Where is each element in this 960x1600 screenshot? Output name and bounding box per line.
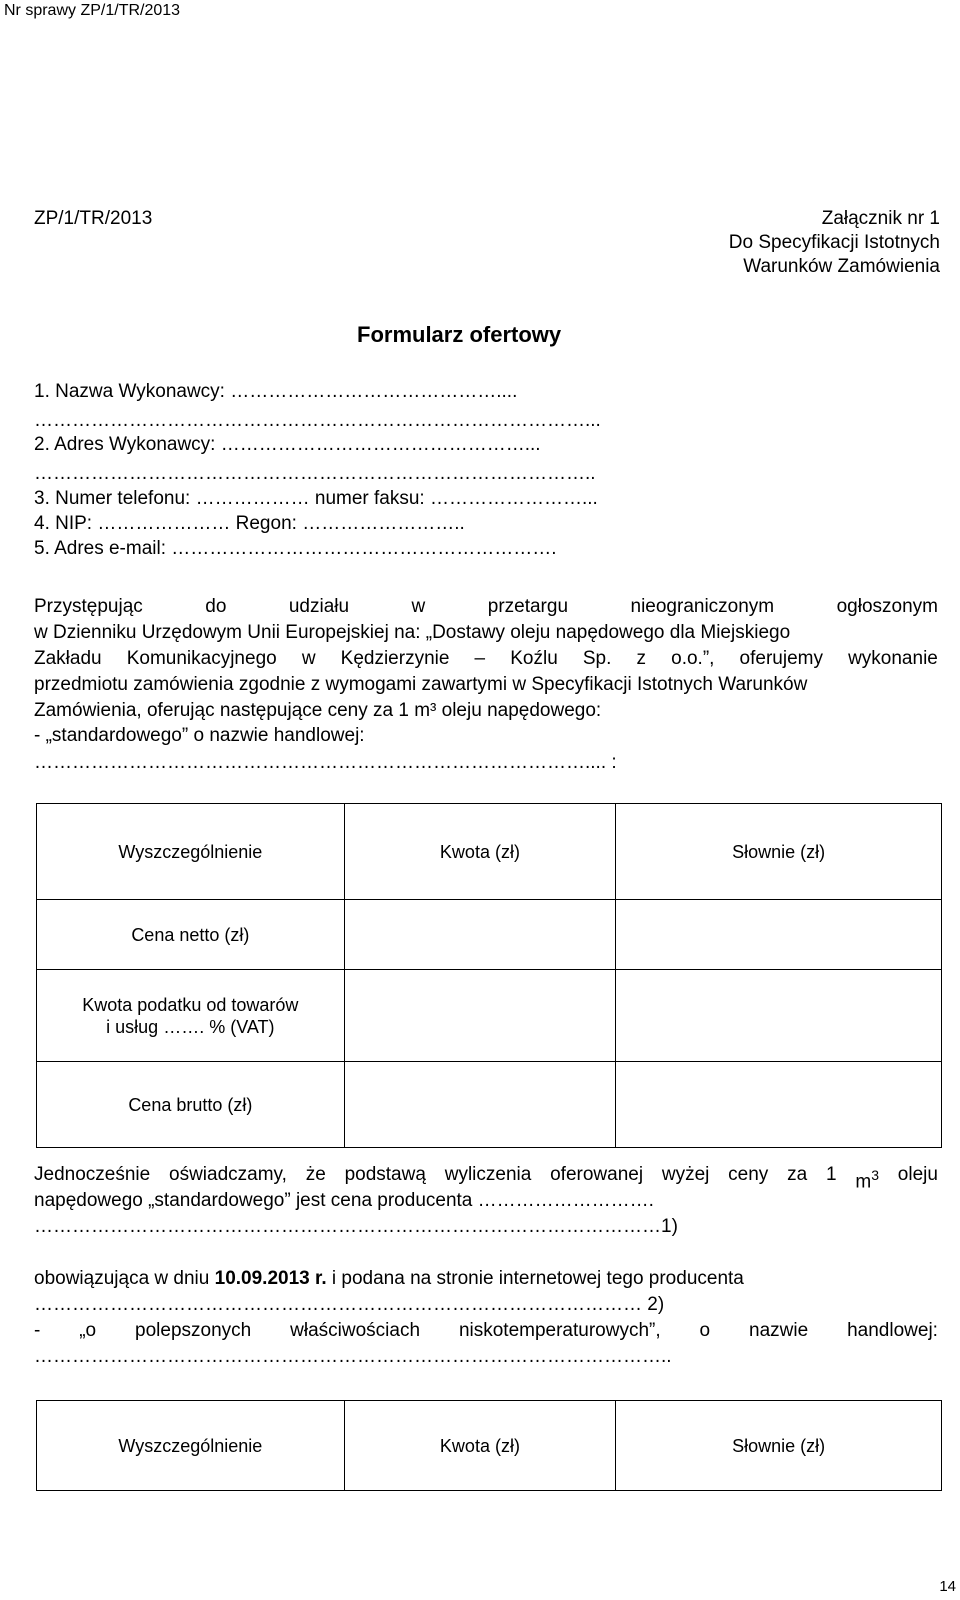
standard-fuel-label: - „standardowego” o nazwie handlowej:: [34, 725, 365, 746]
published-text: i podana na stronie internetowej tego producenta: [331, 1268, 744, 1289]
field-phone: [34, 488, 598, 510]
table-row: [37, 900, 942, 970]
field-email: [34, 538, 557, 560]
intro-line-5: Zamówienia, oferując następujące ceny za 1 m³ oleju napędowego:: [34, 700, 602, 721]
fax-label: numer faksu:: [314, 488, 425, 509]
attachment-line-2: Do Specyfikacji Istotnych: [728, 232, 940, 253]
cell-words[interactable]: [616, 970, 942, 1062]
field-nip: [34, 513, 465, 535]
producent-website-dots: …………………………………………………………………………………… 2): [34, 1294, 665, 1315]
word: o: [699, 1320, 711, 1341]
table-header-row: [37, 1401, 942, 1491]
word: podstawą: [344, 1164, 426, 1185]
word: handlowej:: [847, 1320, 938, 1341]
table-row: [37, 1062, 942, 1148]
field-dots: ……………………..: [302, 513, 465, 534]
word: „o: [79, 1320, 97, 1341]
vat-label-line-2: i usług ……. % (VAT): [106, 1016, 275, 1037]
word: wyżej: [661, 1164, 710, 1185]
improved-fuel-name-dots: ………………………………………………………………………………………..: [34, 1346, 672, 1367]
word: Koźlu: [510, 648, 558, 669]
cell-words[interactable]: [616, 900, 942, 970]
row-label-gross-price: Cena brutto (zł): [37, 1062, 345, 1148]
page-number: 14: [939, 1578, 956, 1595]
word: ogłoszonym: [836, 596, 938, 617]
word: nieograniczonym: [630, 596, 775, 617]
field-dots: ……………………...: [429, 488, 598, 509]
document-reference: ZP/1/TR/2013: [34, 208, 153, 229]
word: przetargu: [487, 596, 569, 617]
table-header-row: [37, 804, 942, 900]
header-cell-words: Słownie (zł): [616, 804, 942, 900]
unit-cubic-meter: [855, 1164, 879, 1193]
valid-date: 10.09.2013 r.: [214, 1268, 327, 1289]
word: polepszonych: [135, 1320, 252, 1341]
cell-amount[interactable]: [344, 900, 616, 970]
word: oferujemy: [739, 648, 823, 669]
word: za: [787, 1164, 808, 1185]
header-cell-amount: Kwota (zł): [344, 1401, 616, 1491]
word: w: [301, 648, 316, 669]
row-label-vat: [37, 970, 345, 1062]
cell-amount[interactable]: [344, 1062, 616, 1148]
page-title: Formularz ofertowy: [357, 322, 562, 347]
word: wyliczenia: [444, 1164, 532, 1185]
word: Sp.: [582, 648, 612, 669]
header-cell-amount: Kwota (zł): [344, 804, 616, 900]
intro-line-4: przedmiotu zamówienia zgodnie z wymogami zawartymi w Specyfikacji Istotnych Warunków: [34, 674, 808, 695]
word: Zakładu: [34, 648, 102, 669]
word: 1: [825, 1164, 837, 1185]
intro-line-1: [34, 596, 938, 618]
standard-fuel-name-dots: …………………………………………………………………………….... :: [34, 752, 617, 773]
word: Jednocześnie: [34, 1164, 151, 1185]
intro-line-3: [34, 648, 938, 670]
improved-fuel-label: [34, 1320, 938, 1342]
field-contractor-name: [34, 381, 517, 403]
field-label: 1. Nazwa Wykonawcy:: [34, 381, 225, 402]
word: udziału: [288, 596, 350, 617]
valid-on-label: obowiązująca w dniu: [34, 1268, 210, 1289]
declaration-line-4: [34, 1268, 938, 1290]
word: Kędzierzynie: [340, 648, 450, 669]
word: ceny: [728, 1164, 769, 1185]
word: –: [474, 648, 486, 669]
word: że: [305, 1164, 326, 1185]
word: nazwie: [749, 1320, 809, 1341]
table-row: [37, 970, 942, 1062]
cell-words[interactable]: [616, 1062, 942, 1148]
field-label: 3. Numer telefonu:: [34, 488, 191, 509]
word: do: [205, 596, 227, 617]
header-cell-description: Wyszczególnienie: [37, 1401, 345, 1491]
word: z: [636, 648, 647, 669]
field-contractor-address-cont: ……………………………………………………………………………..: [34, 463, 596, 484]
producent-price-dots: ………………………………………………………………………………………1): [34, 1216, 678, 1237]
field-contractor-name-cont: ……………………………………………………………………………...: [34, 410, 601, 431]
field-dots: …………………………………………………….: [171, 538, 557, 559]
field-label: 2. Adres Wykonawcy:: [34, 434, 216, 455]
declaration-line-1: [34, 1164, 938, 1193]
cell-amount[interactable]: [344, 970, 616, 1062]
declaration-line-2: napędowego „standardowego” jest cena producenta ……………………….: [34, 1190, 654, 1211]
price-table-standard: [36, 803, 942, 1148]
field-label: 5. Adres e-mail:: [34, 538, 166, 559]
header-cell-words: Słownie (zł): [616, 1401, 942, 1491]
word: w: [411, 596, 426, 617]
price-table-improved: [36, 1400, 942, 1491]
word: oleju: [897, 1164, 938, 1185]
field-dots: ………………: [195, 488, 310, 509]
field-dots: …………………: [97, 513, 231, 534]
word: -: [34, 1320, 41, 1341]
regon-label: Regon:: [235, 513, 297, 534]
word: wykonanie: [848, 648, 938, 669]
row-label-net-price: Cena netto (zł): [37, 900, 345, 970]
attachment-line-1: Załącznik nr 1: [821, 208, 940, 229]
vat-label-line-1: Kwota podatku od towarów: [82, 994, 299, 1015]
word: o.o.”,: [671, 648, 715, 669]
field-label: 4. NIP:: [34, 513, 93, 534]
word: oferowanej: [550, 1164, 644, 1185]
intro-line-2: w Dzienniku Urzędowym Unii Europejskiej na: „Dostawy oleju napędowego dla Miejskiego: [34, 622, 791, 643]
attachment-line-3: Warunków Zamówienia: [743, 256, 940, 277]
word: oświadczamy,: [169, 1164, 287, 1185]
word: Komunikacyjnego: [126, 648, 277, 669]
field-dots: …………………………………………...: [220, 434, 541, 455]
unit-symbol: m: [855, 1171, 872, 1193]
field-contractor-address: [34, 434, 541, 456]
word: właściwościach: [290, 1320, 421, 1341]
unit-exponent: 3: [871, 1167, 879, 1183]
field-dots: ……………………………………....: [230, 381, 518, 402]
word: niskotemperaturowych”,: [458, 1320, 661, 1341]
case-reference: Nr sprawy ZP/1/TR/2013: [4, 2, 181, 19]
header-cell-description: Wyszczególnienie: [37, 804, 345, 900]
word: Przystępując: [34, 596, 143, 617]
